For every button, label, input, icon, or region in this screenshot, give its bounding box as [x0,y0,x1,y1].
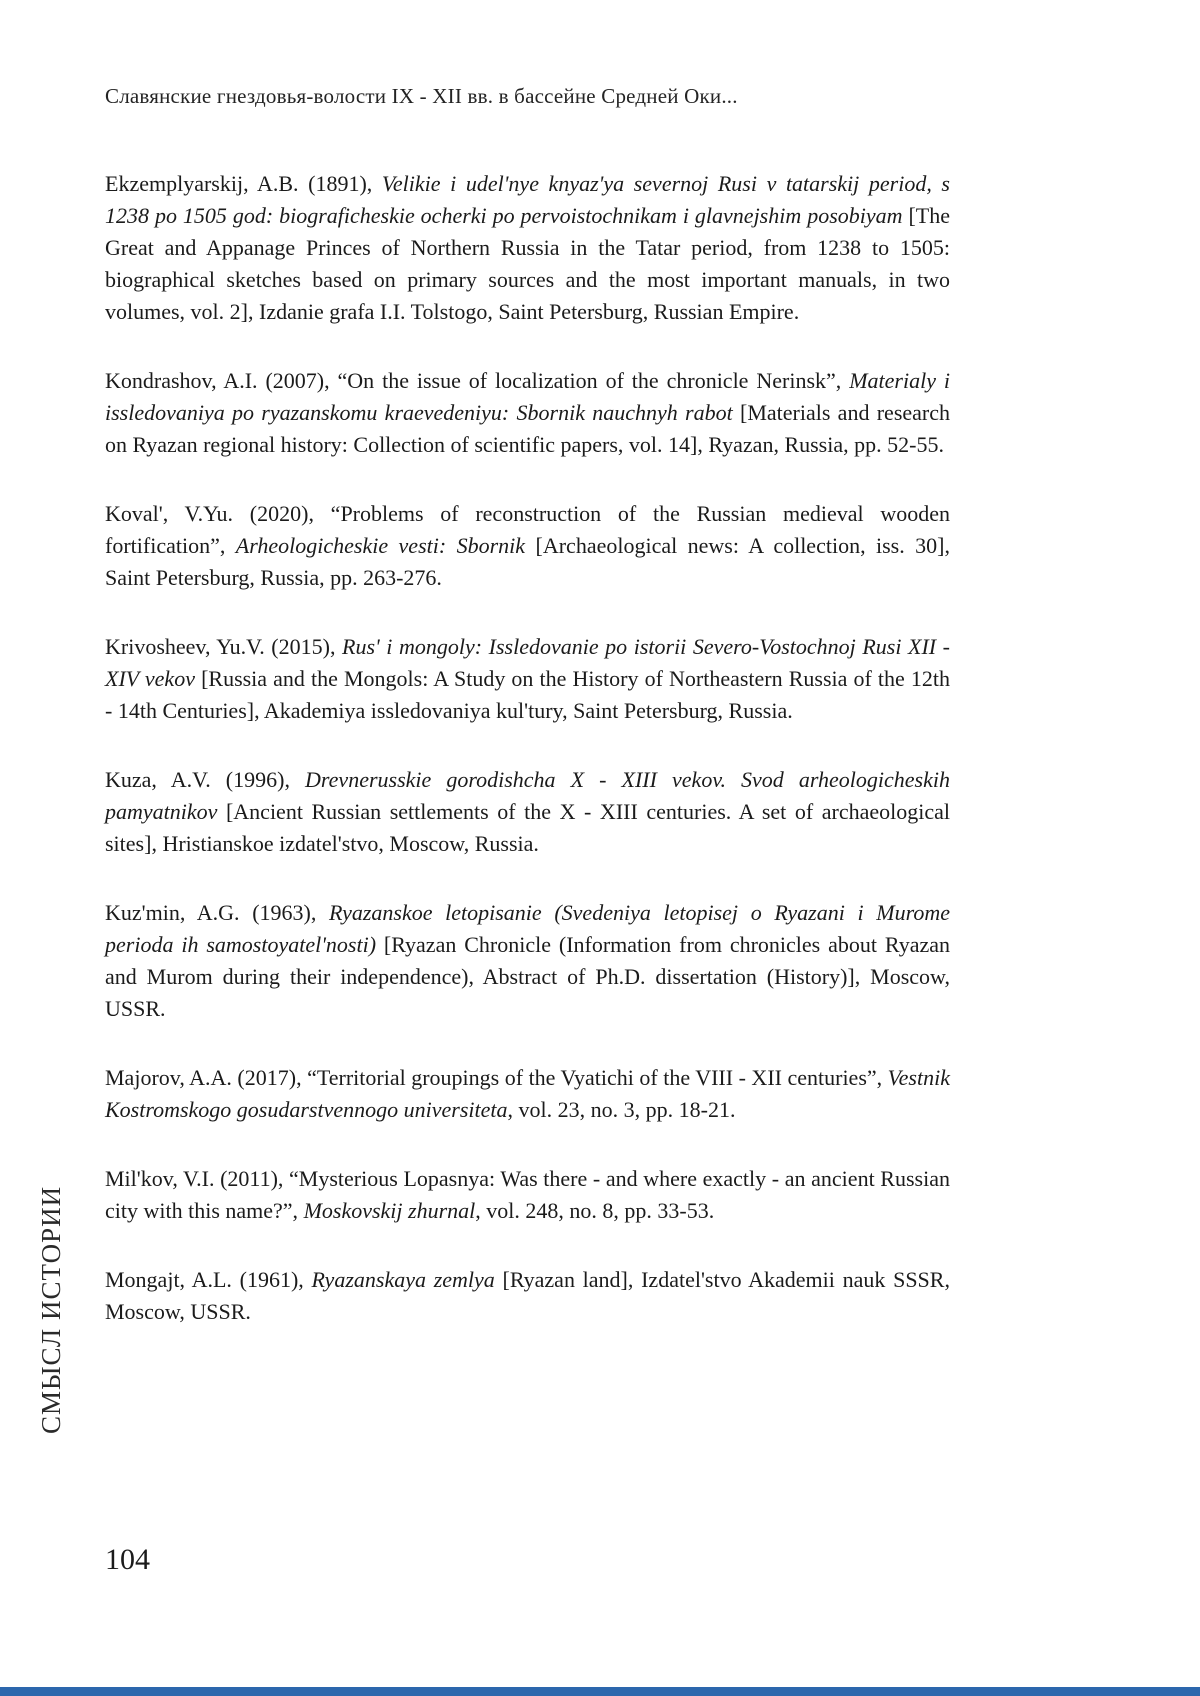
reference-title-italic: Ryazanskoe letopisanie (Svedeniya letopisej o Ryazani i Murome perioda ih samostoyatel'nosti) [105,900,950,957]
reference-title-italic: Arheologicheskie vesti: Sbornik [235,533,526,558]
running-header: Славянские гнездовья-волости IX - XII вв. в бассейне Средней Оки... [105,84,738,108]
reference-entry [105,897,950,1025]
reference-text: , vol. 23, no. 3, pp. 18-21. [507,1097,736,1122]
reference-text: [Russia and the Mongols: A Study on the History of Northeastern Russia of the 12th - 14th Centuries], Akademiya issledovaniya kul'tury, Saint Petersburg, Russia. [105,666,950,723]
reference-title-italic: Rus' i mongoly: Issledovanie po istorii Severo-Vostochnoj Rusi XII - XIV vekov [105,634,950,691]
reference-text: Mil'kov, V.I. (2011), “Mysterious Lopasnya: Was there - and where exactly - an ancient Russian city with this name?”, [105,1166,950,1223]
reference-text: Majorov, A.A. (2017), “Territorial groupings of the Vyatichi of the VIII - XII centuries”, [105,1065,888,1090]
reference-text: Ekzemplyarskij, A.B. (1891), [105,171,382,196]
page-number: 104 [105,1543,150,1576]
reference-title-italic: Vestnik Kostromskogo gosudarstvennogo universiteta [105,1065,950,1122]
reference-text: Kuza, A.V. (1996), [105,767,306,792]
footer-accent-bar [0,1687,1200,1696]
reference-text: [Ryazan Chronicle (Information from chronicles about Ryazan and Murom during their independence), Abstract of Ph.D. dissertation (History)], Moscow, USSR. [105,932,950,1021]
reference-text: , vol. 248, no. 8, pp. 33-53. [475,1198,715,1223]
reference-entry [105,1163,950,1227]
reference-text: Kuz'min, A.G. (1963), [105,900,330,925]
reference-entry [105,1062,950,1126]
reference-entry [105,1264,950,1328]
reference-text: Kondrashov, A.I. (2007), “On the issue of localization of the chronicle Nerinsk”, [105,368,850,393]
reference-text: Mongajt, A.L. (1961), [105,1267,312,1292]
reference-text: [Ryazan land], Izdatel'stvo Akademii nauk SSSR, Moscow, USSR. [105,1267,950,1324]
reference-title-italic: Materialy i issledovaniya po ryazanskomu kraevedeniyu: Sbornik nauchnyh rabot [105,368,950,425]
reference-text: [Ancient Russian settlements of the X - XIII centuries. A set of archaeological sites], Hristianskoe izdatel'stvo, Moscow, Russia. [105,799,950,856]
reference-entry [105,365,950,461]
reference-entry [105,498,950,594]
reference-text: Koval', V.Yu. (2020), “Problems of reconstruction of the Russian medieval wooden fortification”, [105,501,950,558]
reference-title-italic: Moskovskij zhurnal [303,1198,476,1223]
reference-entry [105,631,950,727]
reference-text: Krivosheev, Yu.V. (2015), [105,634,343,659]
reference-title-italic: Ryazanskaya zemlya [311,1267,495,1292]
reference-entry [105,168,950,328]
reference-title-italic: Drevnerusskie gorodishcha X - XIII vekov. Svod arheologicheskih pamyatnikov [105,767,950,824]
reference-entry [105,764,950,860]
references-list [105,168,950,1365]
reference-text: [Archaeological news: A collection, iss. 30], Saint Petersburg, Russia, pp. 263-276. [105,533,951,590]
reference-title-italic: Velikie i udel'nye knyaz'ya severnoj Rusi v tatarskij period, s 1238 po 1505 god: biograficheskie ocherki po pervoistochnikam i glavnejshim posobiyam [105,171,950,228]
reference-text: [Materials and research on Ryazan regional history: Collection of scientific papers, vol. 14], Ryazan, Russia, pp. 52-55. [105,400,950,457]
section-vertical-label: СМЫСЛ ИСТОРИИ [36,1185,66,1434]
reference-text: [The Great and Appanage Princes of Northern Russia in the Tatar period, from 1238 to 1505: biographical sketches based on primary sources and the most important manuals, in two volumes, vol. 2], Izdanie grafa I.I. Tolstogo, Saint Petersburg, Russian Empire. [105,203,951,324]
